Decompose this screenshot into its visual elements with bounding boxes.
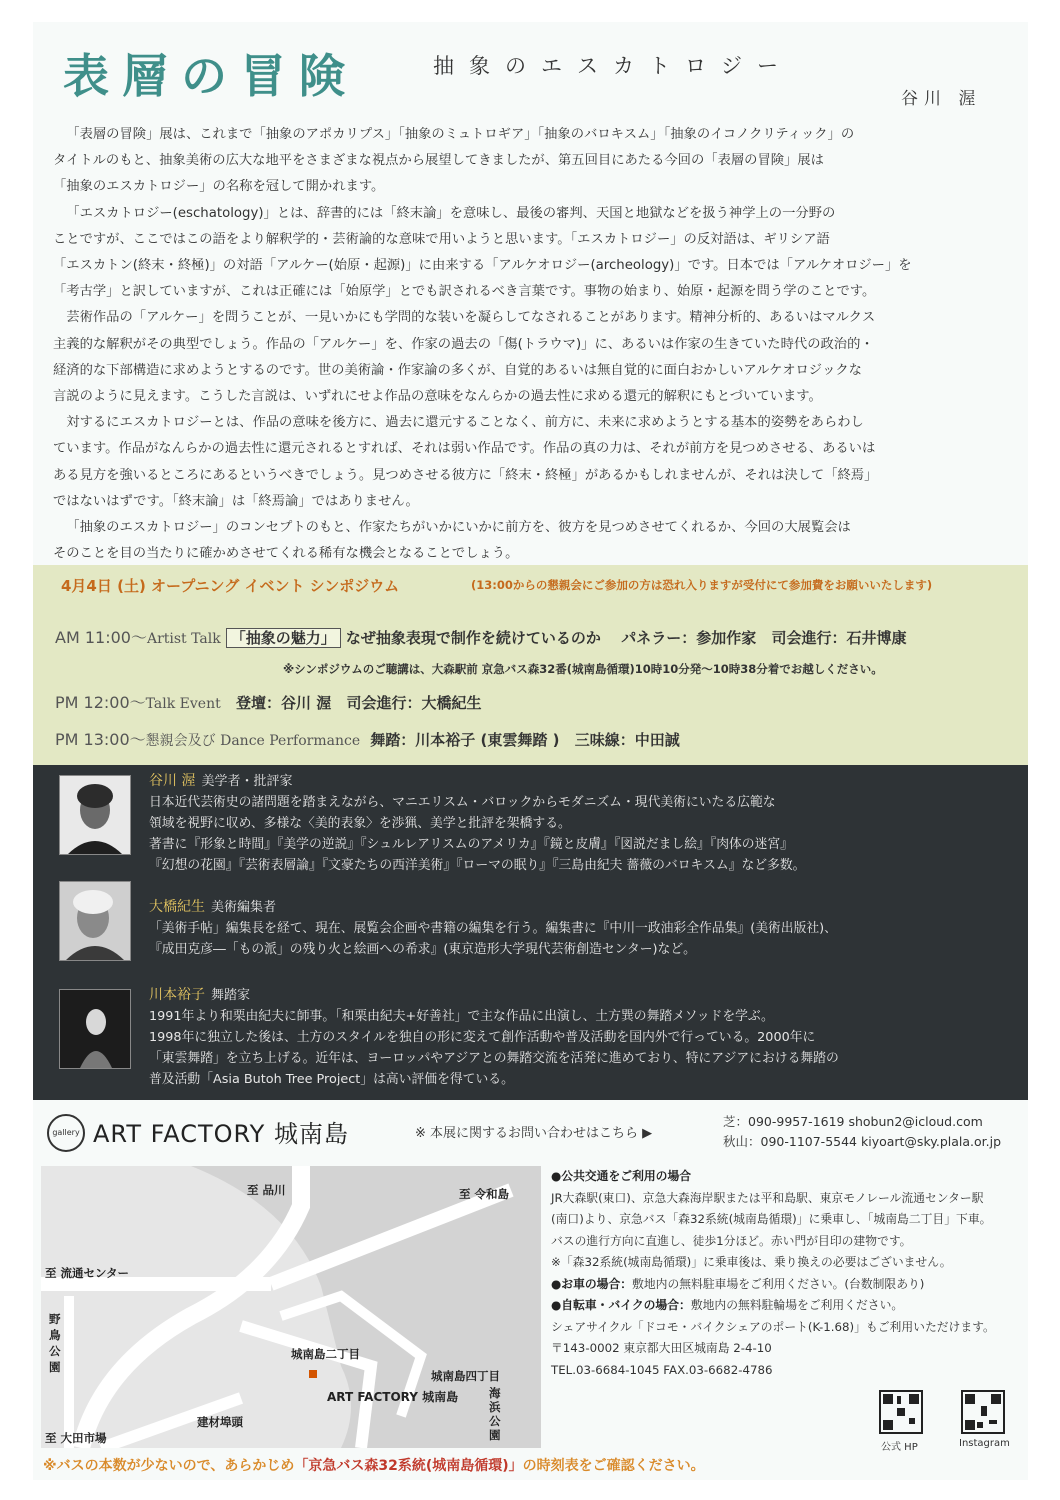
profile-line: 『成田克彦―「もの派」の残り火と絵画への希求』(東京造形大学現代芸術創造センター)など。 xyxy=(149,942,696,957)
event-heading: 4月4日 (土) オープニング イベント シンポジウム xyxy=(61,577,400,595)
profile-name: 大橋紀生 xyxy=(149,899,205,915)
profile-name: 川本裕子 xyxy=(149,987,205,1003)
map-label: ART FACTORY 城南島 xyxy=(327,1390,459,1404)
access-text: TEL.03-6684-1045 FAX.03-6682-4786 xyxy=(551,1362,773,1377)
profile-photo-tanikawa xyxy=(59,775,131,855)
page-title: 表層の冒険 xyxy=(63,49,358,103)
profile-line: 「東雲舞踏」を立ち上げる。近年は、ヨーロッパやアジアとの舞踏交流を活発に進めており、特にアジアにおける舞踏の xyxy=(149,1051,839,1066)
access-text: (南口)より、京急バス「森32系統(城南島循環)」に乗車し、「城南島二丁目」下車。 xyxy=(551,1212,992,1226)
profile-line: 「美術手帖」編集長を経て、現在、展覧会企画や書籍の編集を行う。編集書に『中川一政油彩全作品集』(美術出版社)、 xyxy=(149,921,837,936)
access-text: ※「森32系統(城南島循環)」に乗車後は、乗り換えの必要はございません。 xyxy=(551,1255,952,1269)
am-panel: パネラー：参加作家 xyxy=(621,629,757,647)
qr-code-hp[interactable] xyxy=(879,1390,923,1434)
access-text: 〒143-0002 東京都大田区城南島 2-4-10 xyxy=(551,1341,772,1355)
essay-line: 「抽象のエスカトロジー」の名称を冠して開かれます。 xyxy=(53,179,385,195)
profile-role: 美学者・批評家 xyxy=(201,774,293,789)
warning-pre: ※バスの本数が少ないので、あらかじめ xyxy=(43,1458,295,1474)
essay-line: ことですが、ここではこの語をより解釈学的・芸術論的な意味で用いようと思います。「エスカトロジー」の反対語は、ギリシア語 xyxy=(53,231,830,247)
access-rest: 敷地内の無料駐車場をご利用ください。(台数制限あり) xyxy=(632,1276,925,1291)
access-line xyxy=(551,1231,1021,1253)
access-line xyxy=(551,1209,1021,1231)
essay-line: 対するにエスカトロジーとは、作品の意味を後方に、過去に還元することなく、前方に、未来に求めようとする基本的姿勢をあらわし xyxy=(66,415,864,431)
profile-line: 著書に『形象と時間』『美学の逆説』『シュルレアリスムのアメリカ』『鏡と皮膚』『図説だまし絵』『肉体の迷宮』 xyxy=(149,837,793,852)
essay-line: ています。作品がなんらかの過去性に還元されるとすれば、それは弱い作品です。作品の真の力は、それが前方を見つめさせる、あるいは xyxy=(53,441,876,457)
access-text: ●公共交通をご利用の場合 xyxy=(551,1169,692,1183)
profiles-section xyxy=(33,765,1028,1100)
access-line xyxy=(551,1166,1021,1188)
event-am-line xyxy=(55,625,907,648)
access-text: シェアサイクル「ドコモ・バイクシェアのポート(K-1.68)」もご利用いただけます。 xyxy=(551,1319,995,1334)
map-label: 至 令和島 xyxy=(459,1187,510,1201)
essay-line: 経済的な下部構造に求めようとするのです。世の美術論・作家論の多くが、自覚的あるいは無自覚的に面白おかしいアルケオロジックな xyxy=(53,362,862,378)
profile-line: 1991年より和栗由紀夫に師事。「和栗由紀夫+好善社」で主な作品に出演し、土方巽の舞踏メソッドを学ぶ。 xyxy=(149,1009,774,1024)
warning-post: の時刻表をご確認ください。 xyxy=(522,1458,705,1474)
profile-line: 日本近代芸術史の諸問題を踏まえながら、マニエリスム・バロックからモダニズム・現代美術にいたる広範な xyxy=(149,795,776,810)
access-text: JR大森駅(東口)、京急大森海岸駅または平和島駅、東京モノレール流通センター駅 xyxy=(551,1190,984,1205)
map-label: 城南島四丁目 xyxy=(431,1369,500,1383)
pm2-dance: 舞踏：川本裕子 (東雲舞踏 ) xyxy=(370,731,560,749)
pm1-talk: Talk Event xyxy=(145,696,221,712)
footer-section xyxy=(33,1100,1028,1480)
map-label: 城南島二丁目 xyxy=(291,1347,360,1361)
access-info xyxy=(551,1166,1021,1381)
event-section xyxy=(33,565,1028,765)
essay-line: 「表層の冒険」展は、これまで「抽象のアポカリプス」「抽象のミュトロギア」「抽象のバロキスム」「抽象のイコノクリティック」の xyxy=(66,127,855,142)
warning-bus: 「京急バス森32系統(城南島循環)」 xyxy=(294,1458,523,1474)
access-line xyxy=(551,1317,1021,1339)
access-rest: 敷地内の無料駐輪場をご利用ください。 xyxy=(690,1298,904,1312)
access-line xyxy=(551,1188,1021,1210)
am-theme: 「抽象の魅力」 xyxy=(226,628,341,648)
essay-body xyxy=(53,122,1013,567)
pm1-moderator: 司会進行：大橋紀生 xyxy=(346,694,482,712)
access-line xyxy=(551,1360,1021,1382)
profile-line: 普及活動「Asia Butoh Tree Project」は高い評価を得ている。 xyxy=(149,1072,514,1087)
access-text: ●お車の場合： xyxy=(551,1276,633,1291)
map-label: 野鳥公園 xyxy=(49,1312,61,1374)
map-label: 至 品川 xyxy=(247,1183,286,1197)
am-moderator: 司会進行：石井博康 xyxy=(771,629,907,647)
map-label: 至 大田市場 xyxy=(45,1431,107,1445)
pm2-talk: 懇親会及び Dance Performance xyxy=(145,733,361,749)
profile-role: 美術編集者 xyxy=(211,900,277,915)
essay-author: 谷川 渥 xyxy=(901,89,982,109)
qr-label-instagram: Instagram xyxy=(959,1438,1010,1449)
essay-line: 「考古学」と訳していますが、これは正確には「始原学」とでも訳されるべき言葉です。事物の始まり、始原・起源を問う学のことです。 xyxy=(53,284,876,300)
map-label: 至 流通センター xyxy=(45,1266,130,1280)
profile-line: 1998年に独立した後は、土方のスタイルを独自の形に変えて創作活動や普及活動を国内外で行っている。2000年に xyxy=(149,1030,816,1045)
pm1-speaker: 登壇：谷川 渥 xyxy=(236,694,332,712)
page-subtitle: 抽象のエスカトロジー xyxy=(433,54,793,78)
pm1-time: PM 12:00〜 xyxy=(55,693,146,712)
event-pm2-line xyxy=(55,727,680,750)
essay-line: 主義的な解釈がその典型でしょう。作品の「アルケー」を、作家の過去の「傷(トラウマ)」に、あるいは作家の生きていた時代の政治的・ xyxy=(53,336,874,352)
essay-line: そのことを目の当たりに確かめさせてくれる稀有な機会となることでしょう。 xyxy=(53,546,519,562)
map-label: 海浜公園 xyxy=(489,1386,501,1442)
contact-info xyxy=(723,1112,1001,1152)
access-line xyxy=(551,1295,1021,1317)
access-text: バスの進行方向に直進し、徒歩1分ほど。赤い門が目印の建物です。 xyxy=(551,1233,912,1248)
essay-line: ある見方を強いるところにあるというべきでしょう。見つめさせる彼方に「終末・終極」があるかもしれませんが、それは決して「終焉」 xyxy=(53,467,878,483)
access-map xyxy=(41,1166,541,1448)
profile-photo-kawamoto xyxy=(59,989,131,1069)
pm2-time: PM 13:00〜 xyxy=(55,730,146,749)
profile-name: 谷川 渥 xyxy=(149,773,196,789)
am-time: AM 11:00〜 xyxy=(55,628,147,647)
access-line xyxy=(551,1338,1021,1360)
essay-line: 「エスカトン(終末・終極)」の対語「アルケー(始原・起源)」に由来する「アルケオロジー(archeology)」です。日本では「アルケオロジー」を xyxy=(53,258,912,274)
access-text: ●自転車・バイクの場合： xyxy=(551,1298,691,1312)
contact-akiyama: 秋山：090-1107-5544 kiyoart@sky.plala.or.jp xyxy=(723,1134,1002,1149)
pm2-music: 三味線：中田誠 xyxy=(574,731,680,749)
event-pm1-line xyxy=(55,690,482,713)
flyer-sheet xyxy=(33,22,1028,1480)
profile-photo-ohashi xyxy=(59,881,131,961)
profile-kawamoto xyxy=(149,985,1019,1090)
access-line xyxy=(551,1274,1021,1296)
map-drawing xyxy=(41,1166,541,1448)
am-talk: Artist Talk xyxy=(146,631,221,647)
qr-label-hp: 公式 HP xyxy=(881,1442,918,1453)
profile-line: 『幻想の花園』『芸術表層論』『文豪たちの西洋美術』『ローマの眠り』『三島由紀夫 薔薇のバロキスム』など多数。 xyxy=(149,858,806,873)
access-line xyxy=(551,1252,1021,1274)
essay-line: 「抽象のエスカトロジー」のコンセプトのもと、作家たちがいかにいかに前方を、彼方を見つめさせてくれるか、今回の大展覧会は xyxy=(66,520,851,536)
venue-name: ART FACTORY 城南島 xyxy=(93,1120,349,1148)
profile-ohashi xyxy=(149,897,1019,960)
essay-line: 「エスカトロジー(eschatology)」とは、辞書的には「終末論」を意味し、最後の審判、天国と地獄などを扱う神学上の一分野の xyxy=(66,205,836,221)
essay-line: 芸術作品の「アルケー」を問うことが、一見いかにも学問的な装いを凝らしてなされることがあります。精神分析的、あるいはマルクス xyxy=(66,310,876,326)
qr-code-instagram[interactable] xyxy=(961,1390,1005,1434)
essay-line: タイトルのもと、抽象美術の広大な地平をさまざまな視点から展望してきましたが、第五回目にあたる今回の「表層の冒険」展は xyxy=(53,153,824,169)
map-label: 建材埠頭 xyxy=(197,1415,243,1429)
essay-line: 言説のように見えます。こうした言説は、いずれにせよ作品の意味をなんらかの過去性に求める還元的解釈にもとづいています。 xyxy=(53,389,822,405)
profile-line: 領域を視野に収め、多様な〈美的表象〉を渉猟、美学と批評を架橋する。 xyxy=(149,816,571,831)
contact-shiba: 芝：090-9957-1619 shobun2@icloud.com xyxy=(723,1114,983,1129)
symposium-notice: ※シンポジウムのご聴講は、大森駅前 京急バス森32番(城南島循環)10時10分発〜10時38分着でお越しください。 xyxy=(283,662,883,676)
bus-warning xyxy=(43,1455,705,1475)
am-desc: なぜ抽象表現で制作を続けているのか xyxy=(345,629,601,647)
event-note: (13:00からの懇親会にご参加の方は恐れ入りますが受付にて参加費をお願いいたします) xyxy=(471,578,933,592)
gallery-logo: gallery xyxy=(47,1114,85,1152)
inquiry-text: ※ 本展に関するお問い合わせはこちら ▶ xyxy=(415,1126,653,1141)
profile-role: 舞踏家 xyxy=(211,988,251,1003)
profile-tanikawa xyxy=(149,771,1019,876)
essay-line: ではないはずです。「終末論」は「終焉論」ではありません。 xyxy=(53,493,419,509)
